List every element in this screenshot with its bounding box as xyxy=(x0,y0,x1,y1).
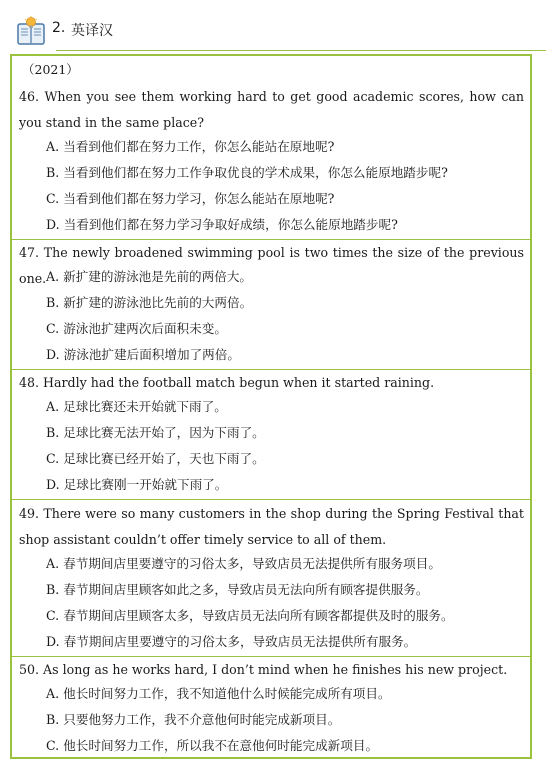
section-number: 2. xyxy=(52,20,66,36)
question-47-option-a: A. 新扩建的游泳池是先前的两倍大。 xyxy=(46,269,253,284)
question-46-option-a: A. 当看到他们都在努力工作，你怎么能站在原地呢? xyxy=(46,139,335,154)
question-50-stem: 50. As long as he works hard, I don’t mind when he finishes his new project. xyxy=(19,662,508,677)
question-49-option-a: A. 春节期间店里要遵守的习俗太多，导致店员无法提供所有服务项目。 xyxy=(46,556,441,571)
question-49-stem: 49. There were so many customers in the shop during the Spring Festival that shop assistant couldn’t offer timely service to all of them. xyxy=(19,506,524,547)
question-48-option-a: A. 足球比赛还未开始就下雨了。 xyxy=(46,399,227,414)
question-48-option-c: C. 足球比赛已经开始了，天也下雨了。 xyxy=(46,451,265,466)
question-46-option-b: B. 当看到他们都在努力工作争取优良的学术成果，你怎么能原地踏步呢? xyxy=(46,165,448,180)
question-48-option-b: B. 足球比赛无法开始了，因为下雨了。 xyxy=(46,425,265,440)
question-46-stem: 46. When you see them working hard to get good academic scores, how can you stand in the same place? xyxy=(19,89,524,130)
question-49-option-c: C. 春节期间店里顾客太多，导致店员无法向所有顾客都提供及时的服务。 xyxy=(46,608,454,623)
question-47-option-c: C. 游泳池扩建两次后面积未变。 xyxy=(46,321,227,336)
question-47-option-b: B. 新扩建的游泳池比先前的大两倍。 xyxy=(46,295,253,310)
question-box xyxy=(10,54,532,759)
question-50-option-c: C. 他长时间努力工作，所以我不在意他何时能完成新项目。 xyxy=(46,738,379,753)
question-48-stem: 48. Hardly had the football match begun when it started raining. xyxy=(19,375,435,390)
question-50-option-b: B. 只要他努力工作，我不介意他何时能完成新项目。 xyxy=(46,712,341,727)
question-47-option-d: D. 游泳池扩建后面积增加了两倍。 xyxy=(46,347,240,362)
question-46-option-d: D. 当看到他们都在努力学习争取好成绩，你怎么能原地踏步呢? xyxy=(46,217,398,232)
section-header xyxy=(14,14,534,46)
question-separator xyxy=(12,499,530,500)
year-label: （2021） xyxy=(22,62,79,77)
question-47-stem: 47. The newly broadened swimming pool is two times the size of the previous one. xyxy=(19,245,524,286)
question-49-option-b: B. 春节期间店里顾客如此之多，导致店员无法向所有顾客提供服务。 xyxy=(46,582,429,597)
header-divider xyxy=(56,50,546,51)
question-46-option-c: C. 当看到他们都在努力学习，你怎么能站在原地呢? xyxy=(46,191,335,206)
book-lightbulb-icon xyxy=(16,16,46,46)
question-50-option-a: A. 他长时间努力工作，我不知道他什么时候能完成所有项目。 xyxy=(46,686,391,701)
question-48-option-d: D. 足球比赛刚一开始就下雨了。 xyxy=(46,477,228,492)
section-title: 英译汉 xyxy=(71,23,113,39)
question-49-option-d: D. 春节期间店里要遵守的习俗太多，导致店员无法提供所有服务。 xyxy=(46,634,417,649)
